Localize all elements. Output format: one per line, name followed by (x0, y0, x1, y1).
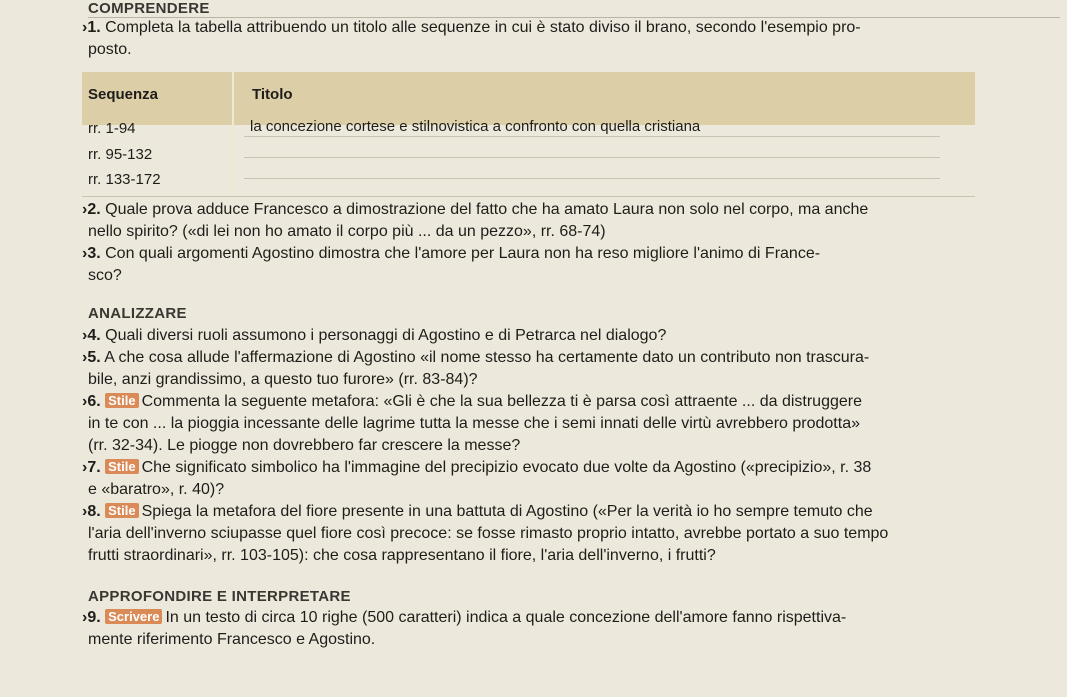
question-1 (82, 18, 861, 38)
scrivere-tag: Scrivere (105, 609, 162, 624)
arrow-icon: › (82, 201, 88, 218)
question-9 (82, 608, 846, 628)
question-text: Completa la tabella attribuendo un titolo alle sequenze in cui è stato diviso il brano, secondo l'esempio pro- (105, 19, 861, 36)
stile-tag: Stile (105, 393, 138, 408)
question-text: Quali diversi ruoli assumono i personaggi di Agostino e di Petrarca nel dialogo? (105, 327, 667, 344)
question-number: 2. (87, 201, 101, 218)
stile-tag: Stile (105, 503, 138, 518)
arrow-icon: › (82, 459, 88, 476)
question-number: 4. (87, 327, 101, 344)
section-heading-approfondire: APPROFONDIRE E INTERPRETARE (88, 588, 351, 605)
question-4 (82, 326, 666, 346)
question-3-cont: sco? (88, 267, 122, 284)
question-number: 6. (87, 393, 101, 410)
question-number: 8. (87, 503, 101, 520)
arrow-icon: › (82, 327, 88, 344)
table-bottom-line (82, 196, 975, 197)
table-header-sequenza: Sequenza (88, 86, 159, 103)
question-8-cont: l'aria dell'inverno sciupasse quel fiore così precoce: se fosse rimasto proprio intatto, avrebbe portato a suo tempo (88, 525, 889, 542)
question-1-cont: posto. (88, 41, 132, 58)
question-text: Con quali argomenti Agostino dimostra che l'amore per Laura non ha reso migliore l'animo di France- (105, 245, 821, 262)
question-5-cont: bile, anzi grandissimo, a questo tuo furore» (rr. 83-84)? (88, 371, 478, 388)
question-text: Spiega la metafora del fiore presente in una battuta di Agostino («Per la verità io ho sempre temuto che (141, 503, 873, 520)
question-5 (82, 348, 869, 368)
table-header-titolo: Titolo (252, 86, 293, 103)
arrow-icon: › (82, 349, 88, 366)
arrow-icon: › (82, 245, 88, 262)
arrow-icon: › (82, 609, 88, 626)
question-6-cont: in te con ... la pioggia incessante delle lagrime tutta la messe che i semi innati delle virtù avrebbero prodotta» (88, 415, 860, 432)
question-text: Che significato simbolico ha l'immagine del precipizio evocato due volte da Agostino («precipizio», r. 38 (141, 459, 872, 476)
question-2 (82, 200, 868, 220)
question-text: In un testo di circa 10 righe (500 caratteri) indica a quale concezione dell'amore fanno rispettiva- (165, 609, 847, 626)
question-text: Quale prova adduce Francesco a dimostrazione del fatto che ha amato Laura non solo nel corpo, ma anche (105, 201, 869, 218)
table-row-line (244, 157, 940, 158)
table-cell-title: la concezione cortese e stilnovistica a confronto con quella cristiana (250, 118, 701, 135)
question-number: 9. (87, 609, 101, 626)
question-number: 3. (87, 245, 101, 262)
arrow-icon: › (82, 503, 88, 520)
arrow-icon: › (82, 393, 88, 410)
question-3 (82, 244, 820, 264)
table-cell-seq: rr. 1-94 (88, 120, 136, 137)
question-7-cont: e «baratro», r. 40)? (88, 481, 225, 498)
arrow-icon: › (82, 19, 88, 36)
table-cell-seq: rr. 133-172 (88, 171, 161, 188)
question-number: 1. (87, 19, 101, 36)
question-8 (82, 502, 873, 522)
question-6 (82, 392, 862, 412)
table-column-separator (232, 72, 234, 196)
question-9-cont: mente riferimento Francesco e Agostino. (88, 631, 376, 648)
question-2-cont: nello spirito? («di lei non ho amato il corpo più ... da un pezzo», rr. 68-74) (88, 223, 606, 240)
question-8-cont: frutti straordinari», rr. 103-105): che cosa rappresentano il fiore, l'aria dell'inverno, i frutti? (88, 547, 716, 564)
section-heading-analizzare: ANALIZZARE (88, 305, 187, 322)
question-number: 5. (87, 349, 101, 366)
question-7 (82, 458, 871, 478)
question-6-cont: (rr. 32-34). Le piogge non dovrebbero far crescere la messe? (88, 437, 521, 454)
question-text: Commenta la seguente metafora: «Gli è che la sua bellezza ti è parsa così attraente ... da distruggere (141, 393, 862, 410)
stile-tag: Stile (105, 459, 138, 474)
section-heading-comprendere: COMPRENDERE (88, 0, 210, 17)
table-row-line (244, 136, 940, 137)
table-cell-seq: rr. 95-132 (88, 146, 153, 163)
table-row-line (244, 178, 940, 179)
question-text: A che cosa allude l'affermazione di Agostino «il nome stesso ha certamente dato un contributo non trascura- (104, 349, 870, 366)
question-number: 7. (87, 459, 101, 476)
